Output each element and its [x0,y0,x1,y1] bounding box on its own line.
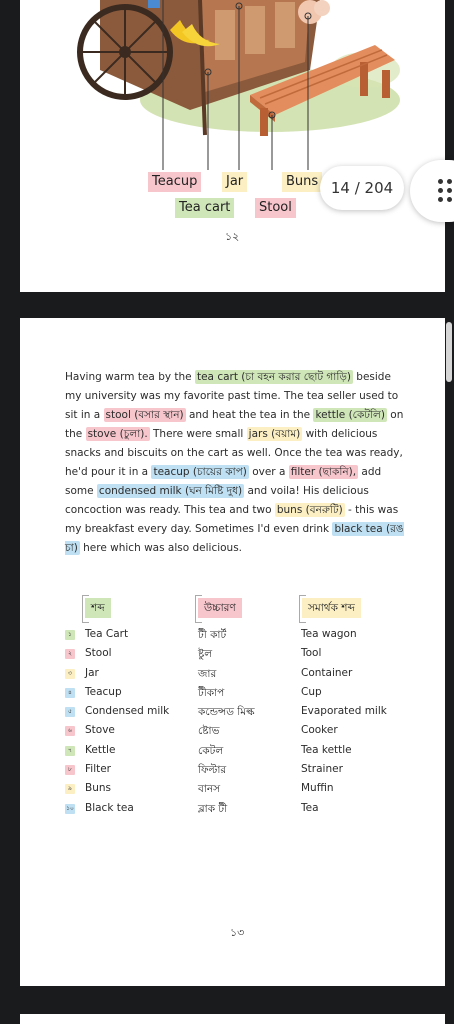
vocab-word: Filter [85,763,112,776]
highlighted-term: jars (বয়াম) [248,428,301,440]
vocab-pronunciation: টীকাপ [198,686,225,699]
book-page-12 [20,0,445,292]
vocab-synonym: Tea wagon [301,628,357,640]
vocab-word: Teacup [85,685,122,698]
label-tea-cart: Tea cart [175,198,234,218]
label-stool: Stool [255,198,296,218]
paragraph-text: - this was my breakfast every day. Sometimes I'd even drink [65,504,399,535]
paragraph-text: beside my university was my favorite past time. The tea seller used to sit in a [65,371,399,421]
vocab-pronunciation: ষ্টোভ [198,725,220,738]
header-synonym: সমার্থক শব্দ [302,598,361,618]
vocab-row [65,645,405,664]
vocabulary-list [65,626,405,819]
vocab-word: Stove [85,724,115,737]
story-paragraph [65,368,410,558]
paragraph-text: Having warm tea by the [65,371,195,383]
paragraph-text: on the [65,409,404,440]
vocab-row [65,665,405,684]
row-number-badge: ১ [65,630,75,640]
row-number-badge: ৩ [65,669,75,679]
menu-dots-icon [438,179,452,203]
highlighted-term: black tea (রঙ চা) [65,523,404,554]
page-counter[interactable]: 14 / 204 [320,166,404,210]
highlighted-term: condensed milk (ঘন মিষ্টি দুধ) [98,485,243,497]
vocab-row [65,703,405,722]
vocab-pronunciation: ব্লাক টী [198,802,228,815]
vocab-synonym: Cup [301,685,322,698]
paragraph-text: with delicious snacks and biscuits on the cart as well. Once the tea was ready, he'd pour it in a [65,428,403,478]
vocab-word: Black tea [85,801,134,814]
row-number-badge: ৪ [65,688,75,698]
vocab-row [65,780,405,799]
row-number-badge: ৮ [65,765,75,775]
vocab-word: Stool [85,647,112,660]
vocab-pronunciation: টী কার্ট [198,629,227,641]
highlighted-term: teacup (চায়ের কাপ) [153,466,247,478]
highlighted-term: stove (চুলা). [87,428,148,440]
header-pronunciation: উচ্চারণ [198,598,242,618]
vocab-word: Buns [85,782,111,795]
page-number: ১৩ [230,926,245,939]
vocab-synonym: Muffin [301,782,334,795]
vocab-row [65,626,405,645]
label-jar: Jar [222,172,247,192]
vocab-word: Jar [85,666,99,679]
label-teacup: Teacup [148,172,201,192]
vocab-synonym: Strainer [301,763,343,776]
vocab-pronunciation: বানস [198,783,221,796]
book-page-13 [20,318,445,986]
scrollbar-handle[interactable] [446,322,452,382]
highlighted-term: kettle (কেটলি) [315,409,385,421]
paragraph-text: and voila! His delicious concoction was ready. This tea and two [65,485,369,516]
vocab-row [65,742,405,761]
vocab-pronunciation: ফিল্টার [198,764,227,777]
vocab-pronunciation: কেটল [198,744,224,757]
tea-cart-illustration [20,0,445,170]
row-number-badge: ২ [65,649,75,659]
vocab-pronunciation: কন্ডেন্সড মিল্ক [198,706,255,719]
row-number-badge: ৭ [65,746,75,756]
vocab-synonym: Evaporated milk [301,705,387,718]
row-number-badge: ৬ [65,726,75,736]
vocab-row [65,761,405,780]
vocab-row [65,722,405,741]
vocab-pronunciation: ষ্টুল [198,648,213,661]
paragraph-text: here which was also delicious. [79,542,243,554]
vocab-synonym: Tea kettle [301,743,352,756]
paragraph-text: over a [248,466,289,478]
highlighted-term: tea cart (চা বহন করার ছোট গাড়ি) [196,371,351,383]
vocab-synonym: Tool [301,647,322,660]
vocab-synonym: Tea [301,801,319,814]
vocab-synonym: Cooker [301,724,338,737]
book-page-14 [20,1014,445,1024]
page-number: ১২ [225,230,240,243]
vocab-row [65,800,405,819]
vocab-word: Condensed milk [85,705,170,718]
vocab-pronunciation: জার [198,667,217,680]
paragraph-text: There were small [149,428,247,440]
label-buns: Buns [282,172,322,192]
paragraph-text: add some [65,466,382,497]
vocab-synonym: Container [301,666,353,679]
vocab-word: Kettle [85,743,116,756]
row-number-badge: ৯ [65,784,75,794]
row-number-badge: ৫ [65,707,75,717]
highlighted-term: filter (ছাকনি), [290,466,357,478]
vocab-row [65,684,405,703]
highlighted-term: stool (বসার স্থান) [105,409,184,421]
paragraph-text: and heat the tea in the [185,409,314,421]
vocab-word: Tea Cart [85,628,129,640]
header-word: শব্দ [85,598,111,618]
row-number-badge: ১০ [66,804,74,812]
highlighted-term: buns (বনরুটি) [276,504,343,516]
